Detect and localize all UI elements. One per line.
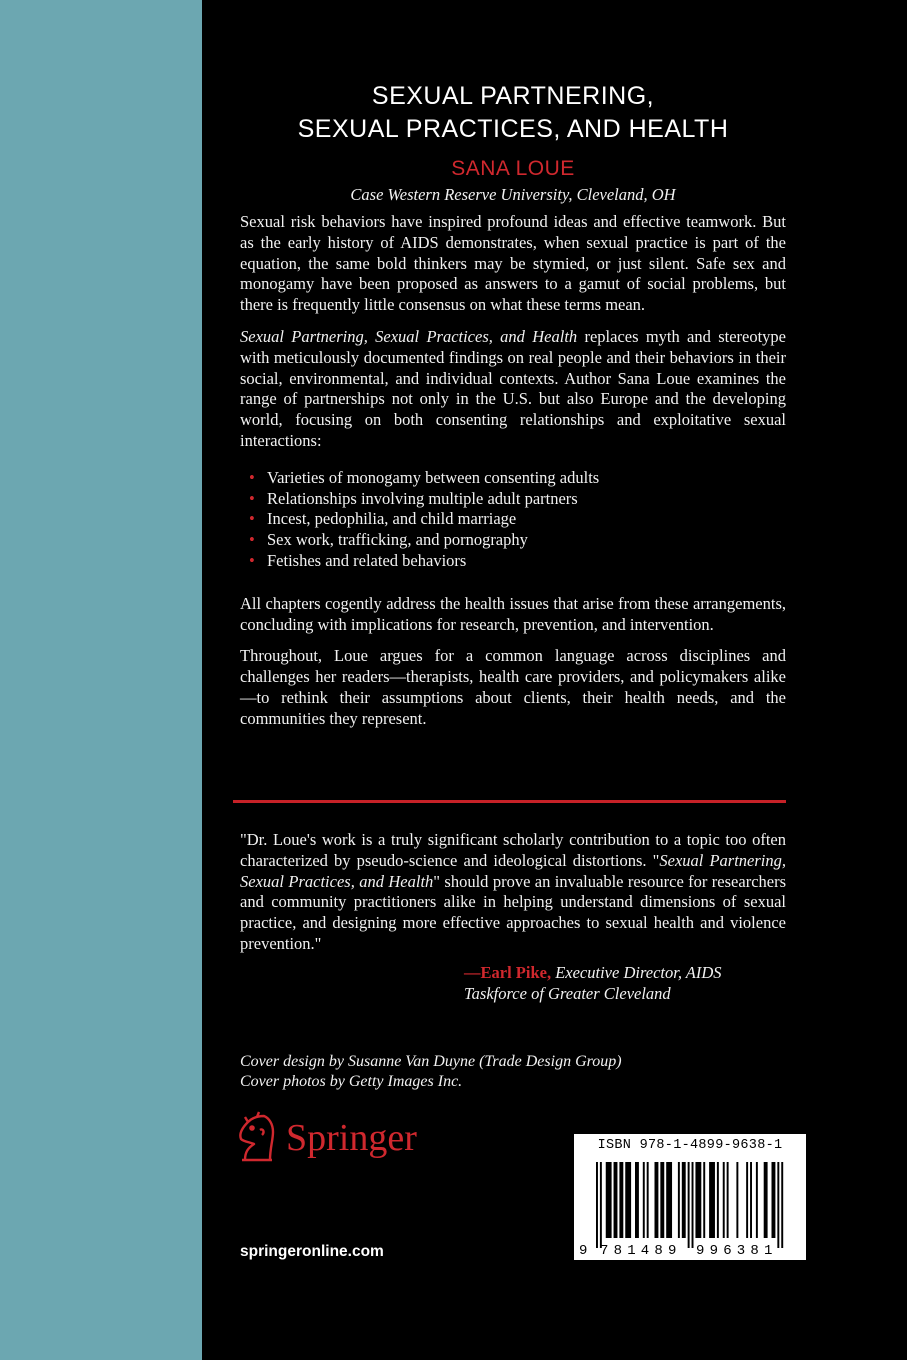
- barcode-bar: [600, 1162, 602, 1248]
- publisher-name: Springer: [286, 1117, 417, 1159]
- barcode-bar: [692, 1162, 694, 1248]
- barcode-bar: [655, 1162, 659, 1238]
- barcode-bar: [666, 1162, 672, 1238]
- barcode-bar: [625, 1162, 631, 1238]
- bullet-icon: •: [249, 550, 255, 570]
- list-item: • Varieties of monogamy between consenting adults: [249, 467, 600, 487]
- barcode-bar: [717, 1162, 719, 1238]
- list-item: • Incest, pedophilia, and child marriage: [249, 509, 517, 529]
- bullet-icon: •: [249, 488, 255, 508]
- barcode-bar: [736, 1162, 738, 1238]
- barcode-bar: [756, 1162, 758, 1238]
- barcode-bar: [772, 1162, 776, 1238]
- cover-side-stripe: [0, 0, 202, 1360]
- barcode-bar: [682, 1162, 686, 1238]
- author-affiliation: Case Western Reserve University, Cleveland, OH: [350, 185, 676, 204]
- list-item: • Relationships involving multiple adult partners: [249, 488, 578, 508]
- endorsement-quote: [240, 830, 786, 1004]
- description: [240, 212, 786, 741]
- cover-design-credit: Cover design by Susanne Van Duyne (Trade Design Group): [240, 1053, 622, 1070]
- barcode-digits-left: 781489: [600, 1243, 682, 1259]
- bullet-icon: •: [249, 467, 255, 487]
- barcode-bar: [723, 1162, 725, 1238]
- barcode-bar: [781, 1162, 783, 1248]
- title-line-1: SEXUAL PARTNERING,: [371, 82, 655, 110]
- barcode-digit-first: 9: [579, 1243, 588, 1259]
- description-paragraph-1: Sexual risk behaviors have inspired profound ideas and effective teamwork. But as the early history of AIDS demonstrates, when sexual practice is part of the equation, the same bold thinkers may be stymied, or just silent. Safe sex and monogamy have been proposed as answers to a gamut of social problems, but there is frequently little consensus on what these terms mean.: [240, 212, 786, 315]
- barcode-bar: [619, 1162, 623, 1238]
- endorser-name: —Earl Pike,: [464, 962, 552, 982]
- quote-book-title: Sexual Partnering, Sexual Practices, and Health: [240, 850, 786, 891]
- barcode-bar: [660, 1162, 664, 1238]
- barcode-bar: [688, 1162, 690, 1248]
- description-paragraph-3: All chapters cogently address the health issues that arise from these arrangements, concluding with implications for research, prevention, and intervention.: [240, 593, 786, 634]
- barcode-bar: [750, 1162, 752, 1238]
- barcode-bar: [777, 1162, 779, 1248]
- endorser-role: Executive Director, AIDS Taskforce of Greater Cleveland: [464, 962, 722, 1003]
- barcode-bar: [746, 1162, 748, 1238]
- description-paragraph-2-text: replaces myth and stereotype with meticulously documented findings on real people and their behaviors in their social, environmental, and individual contexts. Author Sana Loue examines the range of partnerships not only in the U.S. but also Europe and the developing world, focusing on both consenting relationships and exploitative sexual interactions:: [240, 326, 786, 450]
- isbn-number: ISBN 978-1-4899-9638-1: [597, 1138, 783, 1153]
- barcode-bar: [727, 1162, 729, 1238]
- barcode-bar: [635, 1162, 639, 1238]
- book-title: [240, 80, 786, 146]
- divider-line: [233, 800, 786, 803]
- list-item: • Sex work, trafficking, and pornography: [249, 530, 528, 550]
- barcode-bar: [709, 1162, 715, 1238]
- barcode-graphic: [574, 1158, 806, 1260]
- author-name: SANA LOUE: [451, 157, 575, 180]
- title-line-2: SEXUAL PRACTICES, AND HEALTH: [297, 115, 729, 143]
- cover-photo-credit: Cover photos by Getty Images Inc.: [240, 1073, 463, 1090]
- description-paragraph-2: [240, 327, 786, 452]
- springer-logo: [232, 1108, 462, 1168]
- bullet-icon: •: [249, 509, 255, 529]
- bullet-icon: •: [249, 530, 255, 550]
- topic-list: [240, 468, 786, 572]
- description-paragraph-4: Throughout, Loue argues for a common language across disciplines and challenges her readers—therapists, health care providers, and policymakers alike—to rethink their assumptions about clients, their health needs, and the communities they represent.: [240, 646, 786, 728]
- list-item: • Fetishes and related behaviors: [249, 550, 467, 570]
- barcode-bars: [596, 1162, 783, 1248]
- barcode-bar: [596, 1162, 598, 1248]
- quote-attribution: [240, 963, 786, 1005]
- isbn-barcode: [574, 1134, 806, 1260]
- barcode-bar: [678, 1162, 680, 1238]
- barcode-bar: [764, 1162, 768, 1238]
- cover-credits: [240, 1052, 786, 1092]
- book-title-italic: Sexual Partnering, Sexual Practices, and Health: [240, 326, 578, 346]
- quote-text: "Dr. Loue's work is a truly significant scholarly contribution to a topic too often characterized by pseudo-science and ideological distortions. "Sexual Partnering, Sexual Practices, and Health" should prove an invaluable resource for researchers and community practitioners alike in helping understand dimensions of sexual practice, and designing more effective approaches to sexual health and violence prevention.": [240, 830, 787, 953]
- barcode-bar: [614, 1162, 618, 1238]
- barcode-bar: [606, 1162, 612, 1238]
- barcode-digits-right: 996381: [696, 1243, 778, 1259]
- barcode-bar: [643, 1162, 645, 1238]
- knight-chess-piece-icon: [240, 1112, 273, 1160]
- barcode-bar: [647, 1162, 649, 1238]
- barcode-bar: [695, 1162, 701, 1238]
- barcode-bar: [703, 1162, 705, 1238]
- publisher-website[interactable]: springeronline.com: [240, 1243, 384, 1260]
